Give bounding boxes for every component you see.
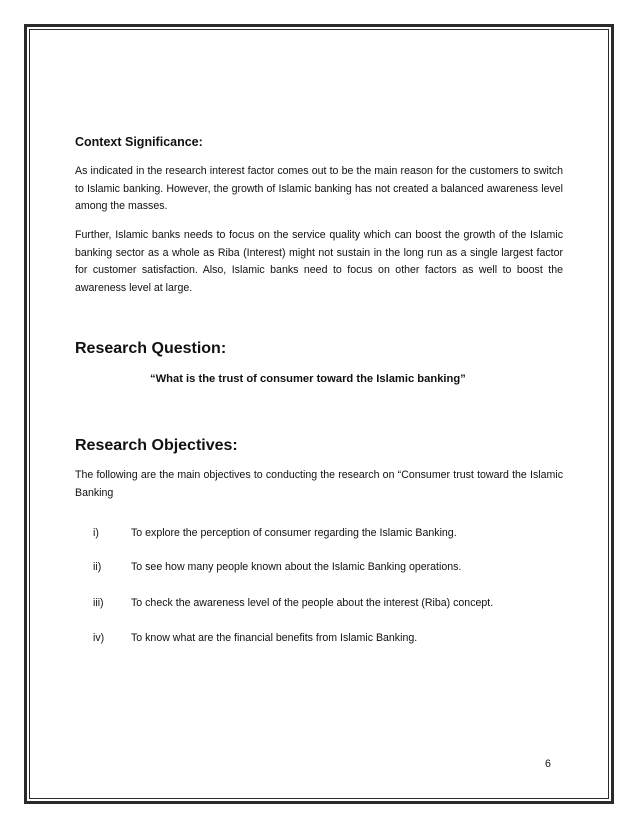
context-heading: Context Significance:	[75, 135, 203, 149]
research-question-heading: Research Question:	[75, 340, 227, 357]
objective-number: i)	[93, 527, 99, 539]
research-objectives-heading: Research Objectives:	[75, 437, 238, 454]
objective-number: ii)	[93, 561, 102, 573]
objective-text: To check the awareness level of the people about the interest (Riba) concept.	[131, 597, 494, 609]
objectives-intro: The following are the main objectives to conducting the research on “Consumer trust toward the Islamic Banking	[75, 469, 563, 499]
objective-text: To explore the perception of consumer regarding the Islamic Banking.	[131, 527, 457, 539]
objective-text: To know what are the financial benefits from Islamic Banking.	[131, 632, 418, 644]
objective-number: iv)	[93, 632, 105, 644]
page-number: 6	[545, 758, 551, 770]
research-question-text: “What is the trust of consumer toward the Islamic banking”	[150, 373, 466, 385]
objective-text: To see how many people known about the Islamic Banking operations.	[131, 561, 462, 573]
context-paragraph-2: Further, Islamic banks needs to focus on the service quality which can boost the growth of the Islamic banking sector as a whole as Riba (Interest) might not sustain in the long run as a single largest factor for customer satisfaction. Also, Islamic banks need to focus on other factors as well to boost the awareness level at large.	[75, 229, 563, 294]
objective-number: iii)	[93, 597, 104, 609]
context-paragraph-1: As indicated in the research interest factor comes out to be the main reason for the customers to switch to Islamic banking. However, the growth of Islamic banking has not created a balanced awareness level among the masses.	[75, 165, 563, 212]
